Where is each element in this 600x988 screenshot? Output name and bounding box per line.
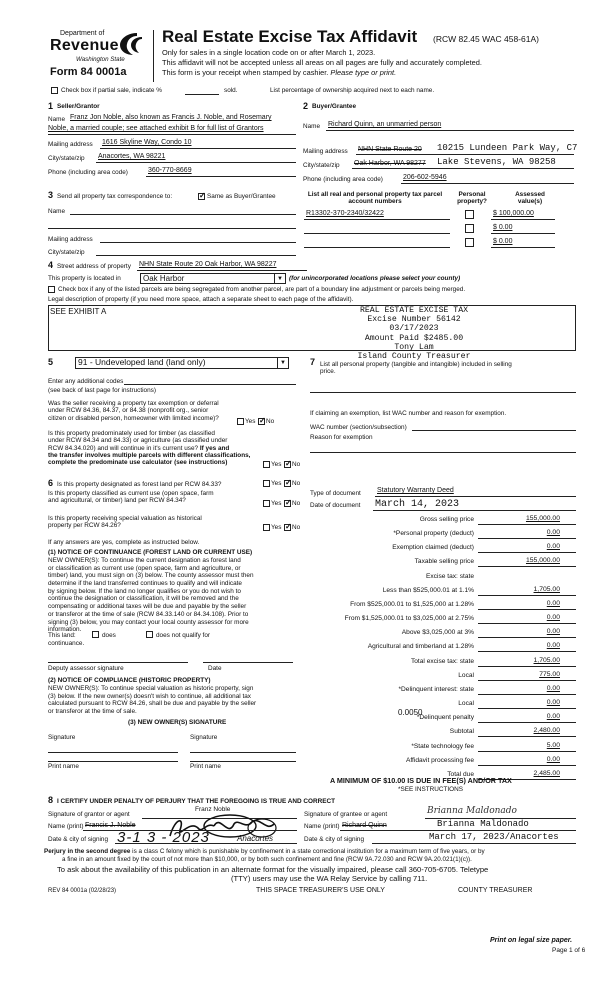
notice1-line: determine if the land transferred continues to qualify and will indicate (48, 580, 242, 588)
parcel-value-3[interactable]: $ 0.00 (493, 238, 513, 245)
buyer-mailing-underline (356, 154, 574, 155)
buyer-city[interactable]: Lake Stevens, WA 98258 (437, 157, 556, 167)
wac-field[interactable] (412, 430, 576, 431)
timber-q-line (48, 445, 250, 452)
header-sub3-italic: Please type or print. (330, 68, 397, 77)
seller-num: 1 (48, 101, 54, 111)
forest-yes-label: Yes (271, 480, 282, 487)
calc-label: Affidavit processing fee (405, 757, 474, 764)
section3-city-field[interactable] (96, 255, 296, 256)
same-as-buyer-label: Same as Buyer/Grantee (207, 193, 276, 200)
owner-signature-2[interactable] (190, 752, 296, 753)
calc-value[interactable]: 1,705.00 (533, 586, 560, 593)
calc-value-line (478, 566, 576, 567)
owner-print-1[interactable] (48, 761, 178, 762)
grantee-sig-label: Signature of grantee or agent (304, 811, 388, 818)
parcel-account-1[interactable]: R13302-370-2340/32422 (306, 210, 384, 217)
owner-print-label-2: Print name (190, 763, 221, 770)
section3-name-field[interactable] (70, 214, 296, 215)
parcel-account-2[interactable] (304, 233, 450, 234)
stamp-line5: Tony Lam (394, 342, 434, 352)
current-use-q-line: Is this property classified as current use (open space, farm (48, 490, 214, 497)
grantee-name-underline (340, 830, 576, 831)
forest-no-label: No (292, 480, 301, 487)
buyer-city-underline (352, 168, 574, 169)
section3-city-label: City/state/zip (48, 249, 85, 256)
calc-value-line (478, 722, 576, 723)
parcel-value-1[interactable]: $ 100,000.00 (493, 210, 534, 217)
deputy-signature-field[interactable] (48, 662, 188, 663)
calc-value-line (478, 595, 576, 596)
grantor-name-struck: Francis J. Noble (85, 822, 136, 829)
personal-property-field[interactable] (310, 392, 576, 393)
notice1-line: by signing below. If the land no longer qualifies or you do not wish to (48, 587, 241, 595)
owner-print-2[interactable] (190, 761, 296, 762)
page-number: Page 1 of 6 (552, 947, 586, 954)
calc-value-line (478, 680, 576, 681)
land-use-value: 91 - Undeveloped land (land only) (78, 357, 206, 367)
timber-q-line: Is this property predominately used for timber (as classified (48, 430, 215, 437)
calc-value[interactable]: 0.00 (546, 543, 560, 550)
uninc-note: (for unincorporated locations please select your county) (289, 275, 461, 282)
grantee-date-label: Date & city of signing (304, 836, 365, 843)
partial-sale-pct-field[interactable] (185, 94, 219, 95)
certify-text: I CERTIFY UNDER PENALTY OF PERJURY THAT THE FOREGOING IS TRUE AND CORRECT (57, 798, 336, 805)
form-title: Real Estate Excise Tax Affidavit (162, 27, 418, 46)
stamp-line6: Island County Treasurer (357, 351, 471, 361)
this-land-label: This land: (48, 632, 76, 639)
parcel-personal-1-checkbox[interactable] (465, 210, 474, 219)
section3-text: Send all property tax correspondence to: (57, 193, 173, 200)
stamp-line4: Amount Paid $2485.00 (364, 333, 464, 343)
parcels-col1: List all real and personal property tax parcel account numbers (307, 191, 443, 206)
notice2-line: calculated pursuant to RCW 84.26, shall be due and payable by the seller (48, 700, 257, 708)
calc-value-line (478, 623, 576, 624)
calc-value[interactable]: 1,705.00 (533, 657, 560, 664)
exemption-q-line: Was the seller receiving a property tax exemption or deferral (48, 400, 219, 407)
dept-revenue: Revenue (50, 37, 119, 54)
current-use-no-checkbox[interactable] (284, 500, 291, 507)
buyer-city-struck: Oak Harbor, WA 98277 (354, 160, 426, 167)
notice2-title: (2) NOTICE OF COMPLIANCE (HISTORIC PROPERTY) (48, 677, 211, 684)
buyer-name-underline (326, 130, 574, 131)
section7-text-line: price. (320, 368, 336, 376)
seller-heading: Seller/Grantor (57, 103, 100, 110)
partial-sale-label: Check box if partial sale, indicate % (61, 87, 162, 94)
seller-name-line2[interactable]: Noble, a married couple; see attached exhibit B for full list of Grantors (48, 125, 264, 132)
if-yes-note: If any answers are yes, complete as instructed below. (48, 539, 200, 546)
notice1-line: timber) land, you must sign on (3) below. The county assessor must then (48, 572, 254, 580)
header-divider (153, 30, 154, 82)
exemption-q (48, 400, 219, 422)
dept-line1: Department of (60, 30, 105, 37)
calc-value-line (478, 637, 576, 638)
deputy-date-field[interactable] (203, 662, 293, 663)
does-label: does (102, 632, 116, 639)
grantee-signature[interactable]: Brianna Maldonado (427, 806, 517, 816)
seller-city-label: City/state/zip (48, 155, 85, 162)
seller-city[interactable]: Anacortes, WA 98221 (98, 153, 166, 160)
calc-value[interactable]: 155,000.00 (525, 557, 560, 564)
notice2-line: or transferor at the time of sale. (48, 708, 137, 716)
land-use-select[interactable] (75, 357, 289, 369)
deputy-label: Deputy assessor signature (48, 665, 124, 672)
current-use-yes-label: Yes (271, 500, 282, 507)
grantee-name-label: Name (print) (304, 823, 340, 830)
doc-date-underline (373, 510, 576, 511)
stamp-line3: 03/17/2023 (389, 324, 439, 334)
exemption-q-line: under RCW 84.36, 84.37, or 84.38 (nonprofit org., senior (48, 407, 209, 415)
sold-label: sold. (224, 87, 238, 94)
notice1-line: information. (48, 626, 82, 634)
rev-number: REV 84 0001a (02/28/23) (48, 888, 117, 894)
calc-label: Local (458, 700, 474, 707)
grantor-name-label: Name (print) (48, 823, 84, 830)
calc-value-line (478, 694, 576, 695)
grantee-name-struck: Richard Quinn (342, 822, 387, 829)
seller-phone-underline (146, 176, 296, 177)
exemption-no-label: No (266, 418, 275, 425)
timber-q-text: RCW 84.34.020) and will continue in it's current use? (48, 444, 199, 452)
section3-mailing-field[interactable] (100, 242, 296, 243)
calc-label: Local (458, 672, 474, 679)
timber-q-line: under RCW 84.34 and 84.33) or agriculture (as classified under (48, 437, 228, 445)
parcel-personal-2-checkbox[interactable] (465, 224, 474, 233)
calc-label: Agricultural and timberland at 1.28% (367, 643, 474, 650)
calc-value[interactable]: 0.00 (546, 713, 560, 720)
additional-codes-label: Enter any additional codes (48, 378, 124, 385)
timber-yes-checkbox[interactable] (263, 461, 270, 468)
section7-text-line: List all personal property (tangible and intangible) included in selling (320, 361, 512, 368)
exemption-instructions: If claiming an exemption, list WAC number and reason for exemption. (310, 410, 507, 417)
partial-sale-checkbox[interactable] (51, 87, 58, 94)
stamp-line1: REAL ESTATE EXCISE TAX (359, 306, 469, 315)
calc-value-line (478, 524, 576, 525)
calc-label: Total due (447, 771, 474, 778)
perjury-bold: Perjury in the second degree (44, 848, 131, 855)
exemption-yes-checkbox[interactable] (237, 418, 244, 425)
grantee-name[interactable]: Brianna Maldonado (437, 819, 529, 829)
reason-label: Reason for exemption (310, 434, 373, 441)
treasurer-stamp (330, 306, 498, 361)
seller-name-label: Name (48, 116, 66, 123)
calc-value[interactable]: 0.00 (546, 685, 560, 692)
timber-no-checkbox[interactable] (284, 461, 291, 468)
doc-type-label: Type of document (310, 490, 361, 497)
see-back-label: (see back of last page for instructions) (48, 387, 156, 394)
calc-label: Above $3,025,000 at 3% (401, 629, 474, 636)
current-use-yes-checkbox[interactable] (263, 500, 270, 507)
buyer-mailing-struck: NHN State Route 20 (358, 146, 422, 153)
calc-value[interactable]: 775.00 (539, 671, 560, 678)
calc-value[interactable]: 0.00 (546, 756, 560, 763)
forest-q: Is this property designated as forest land per RCW 84.33? (57, 481, 222, 488)
form-rcw: (RCW 82.45 WAC 458-61A) (433, 34, 539, 44)
historic-q (48, 515, 202, 530)
does-not-label: does not qualify for (156, 632, 210, 639)
section7-text (320, 361, 512, 376)
doc-date[interactable]: March 14, 2023 (375, 499, 460, 510)
parcel-value-1-line (491, 219, 555, 220)
calc-value-line (478, 736, 576, 737)
owner-signature-1[interactable] (48, 752, 178, 753)
notice1-line: compensating or additional taxes will be due and payable by the seller (48, 603, 247, 611)
exemption-q-line: citizen or disabled person, homeowner with limited income)? (48, 414, 219, 422)
notice1-title: (1) NOTICE OF CONTINUANCE (FOREST LAND OR CURRENT USE) (48, 549, 253, 556)
parcel-value-2[interactable]: $ 0.00 (493, 224, 513, 231)
calc-label: *Delinquent interest: state (398, 686, 474, 693)
calc-value[interactable]: 155,000.00 (525, 515, 560, 522)
buyer-mailing[interactable]: 10215 Lundeen Park Way, C7 (437, 143, 578, 153)
new-owner-sig-title: (3) NEW OWNER(S) SIGNATURE (128, 719, 227, 726)
current-use-no-label: No (292, 500, 301, 507)
calc-value-line (478, 765, 576, 766)
section3-num: 3 (48, 190, 54, 200)
parcel-value-3-line (491, 247, 555, 248)
section3-name-label: Name (48, 208, 66, 215)
calc-value[interactable]: 0.00 (546, 628, 560, 635)
owner-sig-label-2: Signature (190, 734, 218, 741)
property-street-underline (137, 270, 307, 271)
reason-field[interactable] (310, 452, 576, 453)
parcel-account-3[interactable] (304, 247, 450, 248)
section6-num: 6 (48, 478, 54, 488)
notice1-line: or transferor at the time of sale (RCW 84.33.140 or 84.34.108). Prior to (48, 610, 249, 618)
grantee-date[interactable]: March 17, 2023/Anacortes (429, 832, 559, 842)
county-treasurer: COUNTY TREASURER (458, 887, 533, 894)
dept-state: Washington State (76, 56, 125, 63)
calc-value[interactable]: 0.00 (546, 642, 560, 649)
calc-label: Excise tax: state (425, 573, 474, 580)
property-street[interactable]: NHN State Route 20 Oak Harbor, WA 98227 (139, 261, 277, 268)
timber-q (48, 430, 250, 467)
buyer-num: 2 (303, 101, 309, 111)
doc-type[interactable]: Statutory Warranty Deed (377, 487, 454, 494)
stamp-line2: Excise Number 56142 (367, 315, 461, 325)
print-legal-note: Print on legal size paper. (490, 937, 573, 944)
legal-label: Legal description of property (if you need more space, attach a separate sheet to each page of the affidavit). (48, 296, 354, 303)
grantor-date[interactable]: 3-1 3 - 2023 (117, 829, 210, 846)
seller-phone[interactable]: 360-770-8669 (148, 167, 192, 174)
calc-value[interactable]: 5.00 (546, 742, 560, 749)
section8-num: 8 (48, 795, 54, 805)
calc-label: Gross selling price (419, 516, 474, 523)
county-select[interactable] (140, 273, 286, 284)
section7-num: 7 (310, 357, 316, 367)
alt-format-line1: To ask about the availability of this publication in an alternate format for the visually impaired, please call 360-705-6705. Teletype (57, 865, 489, 874)
street-label: Street address of property (57, 263, 131, 270)
section3-name-field2[interactable] (48, 228, 296, 229)
calc-value-line (478, 651, 576, 652)
calc-label: Total excise tax: state (410, 658, 474, 665)
perjury-line1 (44, 848, 485, 855)
deputy-date-label: Date (208, 665, 222, 672)
notice1-line: NEW OWNER(S): To continue the current designation as forest land (48, 557, 241, 564)
seller-phone-label: Phone (including area code) (48, 169, 128, 176)
calc-label: Exemption claimed (deduct) (392, 544, 474, 551)
buyer-mailing-label: Mailing address (303, 148, 348, 155)
calc-value[interactable]: 2,480.00 (533, 727, 560, 734)
calc-label: From $525,000.01 to $1,525,000 at 1.28% (350, 601, 474, 608)
perjury-text: is a class C felony which is punishable by confinement in a state correctional institution for a maximum term of five years, or by (130, 848, 485, 855)
form-number: Form 84 0001a (50, 66, 127, 78)
segregation-label: Check box if any of the listed parcels are being segregated from another parcel, are part of a boundary line adjustment or parcels being merged. (58, 286, 466, 293)
buyer-name[interactable]: Richard Quinn, an unmarried person (328, 121, 442, 128)
timber-yes-label: Yes (271, 461, 282, 468)
calc-value[interactable]: 2,485.00 (533, 770, 560, 777)
calc-value[interactable]: 0.00 (546, 600, 560, 607)
perjury-line2: a fine in an amount fixed by the court of not more than $10,000, or by both such confinement and fine (RCW 9A.72.030 and RCW 9A.20.021(1)(c)). (62, 856, 472, 863)
section4-num: 4 (48, 260, 54, 270)
grantor-city[interactable]: Anacortes (237, 834, 274, 843)
legal-description: SEE EXHIBIT A (50, 307, 107, 316)
seller-mailing[interactable]: 1616 Skyline Way, Condo 10 (102, 139, 192, 146)
wac-label: WAC number (section/subsection) (310, 424, 407, 431)
doc-date-label: Date of document (310, 502, 361, 509)
exemption-no-checkbox[interactable] (258, 418, 265, 425)
header-sub1: Only for sales in a single location code on or after March 1, 2023. (162, 48, 376, 57)
timber-q-line: the transfer involves multiple parcels with different classifications, (48, 452, 251, 460)
doc-type-underline (375, 496, 576, 497)
section5-num: 5 (48, 357, 54, 367)
parcel-value-2-line (491, 233, 555, 234)
located-label: This property is located in (48, 275, 121, 282)
grantor-date-label: Date & city of signing (48, 836, 109, 843)
current-use-q-line: and agricultural, or timber) land per RCW 84.34? (48, 497, 186, 505)
owner-sig-label-1: Signature (48, 734, 76, 741)
segregation-checkbox[interactable] (48, 286, 55, 293)
calc-value-line (478, 609, 576, 610)
forest-yes-checkbox[interactable] (263, 480, 270, 487)
notice2-line: NEW OWNER(S): To continue special valuation as historic property, sign (48, 685, 254, 692)
header-sub2: This affidavit will not be accepted unless all areas on all pages are fully and accurately completed. (162, 58, 482, 67)
calc-label: Subtotal (449, 728, 474, 735)
calc-label: Less than $525,000.01 at 1.1% (382, 587, 474, 594)
minimum-note: A MINIMUM OF $10.00 IS DUE IN FEE(S) AND/OR TAX (330, 776, 512, 785)
calc-value-line (478, 538, 576, 539)
buyer-phone-underline (401, 183, 574, 184)
header-sub3-text: This form is your receipt when stamped by cashier. (162, 68, 329, 77)
calc-value[interactable]: 0.00 (546, 529, 560, 536)
see-instructions-note: *SEE INSTRUCTIONS (398, 786, 463, 793)
revenue-logo-icon (117, 31, 145, 57)
treasurer-use: THIS SPACE TREASURER'S USE ONLY (256, 887, 385, 894)
historic-q-line: Is this property receiving special valuation as historical (48, 515, 202, 522)
buyer-name-label: Name (303, 123, 321, 130)
continuance-label: continuance. (48, 640, 85, 647)
buyer-heading: Buyer/Grantee (312, 103, 357, 110)
calc-value-line (478, 552, 576, 553)
grantor-date-underline (115, 843, 297, 844)
buyer-phone[interactable]: 206-602-5946 (403, 174, 447, 181)
calc-value-line (478, 751, 576, 752)
seller-name-line1[interactable]: Franz Jon Noble, also known as Francis J. Noble, and Rosemary (70, 114, 272, 121)
chevron-down-icon: ▼ (277, 358, 288, 368)
historic-q-line: property per RCW 84.26? (48, 522, 121, 530)
historic-yes-checkbox[interactable] (263, 524, 270, 531)
alt-format-line2: (TTY) users may use the WA Relay Service by calling 711. (231, 874, 428, 883)
notice2-line: (3) below. If the new owner(s) doesn't wish to continue, all additional tax (48, 692, 251, 700)
current-use-q (48, 490, 214, 505)
notice1-line: signing (3) below, you may contact your local county assessor for more (48, 618, 249, 626)
notice2-body (48, 685, 256, 716)
historic-no-checkbox[interactable] (284, 524, 291, 531)
does-not-checkbox[interactable] (146, 631, 153, 638)
additional-codes-field[interactable] (124, 384, 296, 385)
calc-label: Taxable selling price (414, 558, 474, 565)
calc-value-line (478, 666, 576, 667)
historic-no-label: No (292, 524, 301, 531)
grantor-sig-label: Signature of grantor or agent (48, 811, 130, 818)
timber-q-bold: If yes and (199, 444, 230, 452)
seller-city-underline (96, 162, 296, 163)
notice1-line: or classification as current use (open space, farm and agriculture, or (48, 564, 241, 572)
calc-label: *State technology fee (411, 743, 474, 750)
same-as-buyer-checkbox[interactable] (198, 193, 205, 200)
calc-value[interactable]: 0.00 (546, 699, 560, 706)
grantor-sig-note: Franz Noble (195, 806, 231, 813)
parcels-col3: Assessed value(s) (515, 191, 545, 206)
seller-mailing-label: Mailing address (48, 141, 93, 148)
owner-print-label-1: Print name (48, 763, 79, 770)
notice1-body (48, 557, 254, 634)
list-pct-label: List percentage of ownership acquired next to each name. (270, 87, 435, 94)
notice1-line: continue the designation or classification, it will be removed and the (48, 595, 239, 603)
county-select-value: Oak Harbor (143, 274, 185, 283)
parcels-col2: Personal property? (457, 191, 487, 206)
calc-value[interactable]: 0.00 (546, 614, 560, 621)
calc-label: From $1,525,000.01 to $3,025,000 at 2.75% (344, 615, 474, 622)
parcel-personal-3-checkbox[interactable] (465, 238, 474, 247)
exemption-yes-label: Yes (245, 418, 256, 425)
seller-mailing-underline (100, 148, 296, 149)
timber-no-label: No (292, 461, 301, 468)
grantee-date-underline (372, 843, 576, 844)
buyer-city-label: City/state/zip (303, 162, 340, 169)
calc-label: *Personal property (deduct) (393, 530, 474, 537)
does-checkbox[interactable] (92, 631, 99, 638)
header-sub3 (162, 69, 396, 78)
forest-no-checkbox[interactable] (284, 480, 291, 487)
seller-name-underline (48, 134, 296, 135)
calc-label: *Delinquent penalty (416, 714, 474, 721)
buyer-phone-label: Phone (including area code) (303, 176, 383, 183)
timber-q-line: complete the predominate use calculator (see instructions) (48, 459, 228, 467)
calc-value-line (478, 708, 576, 709)
historic-yes-label: Yes (271, 524, 282, 531)
parcel-account-1-line (304, 219, 450, 220)
local-rate[interactable]: 0.0050 (398, 708, 423, 717)
chevron-down-icon: ▼ (274, 274, 285, 283)
section3-mailing-label: Mailing address (48, 236, 93, 243)
